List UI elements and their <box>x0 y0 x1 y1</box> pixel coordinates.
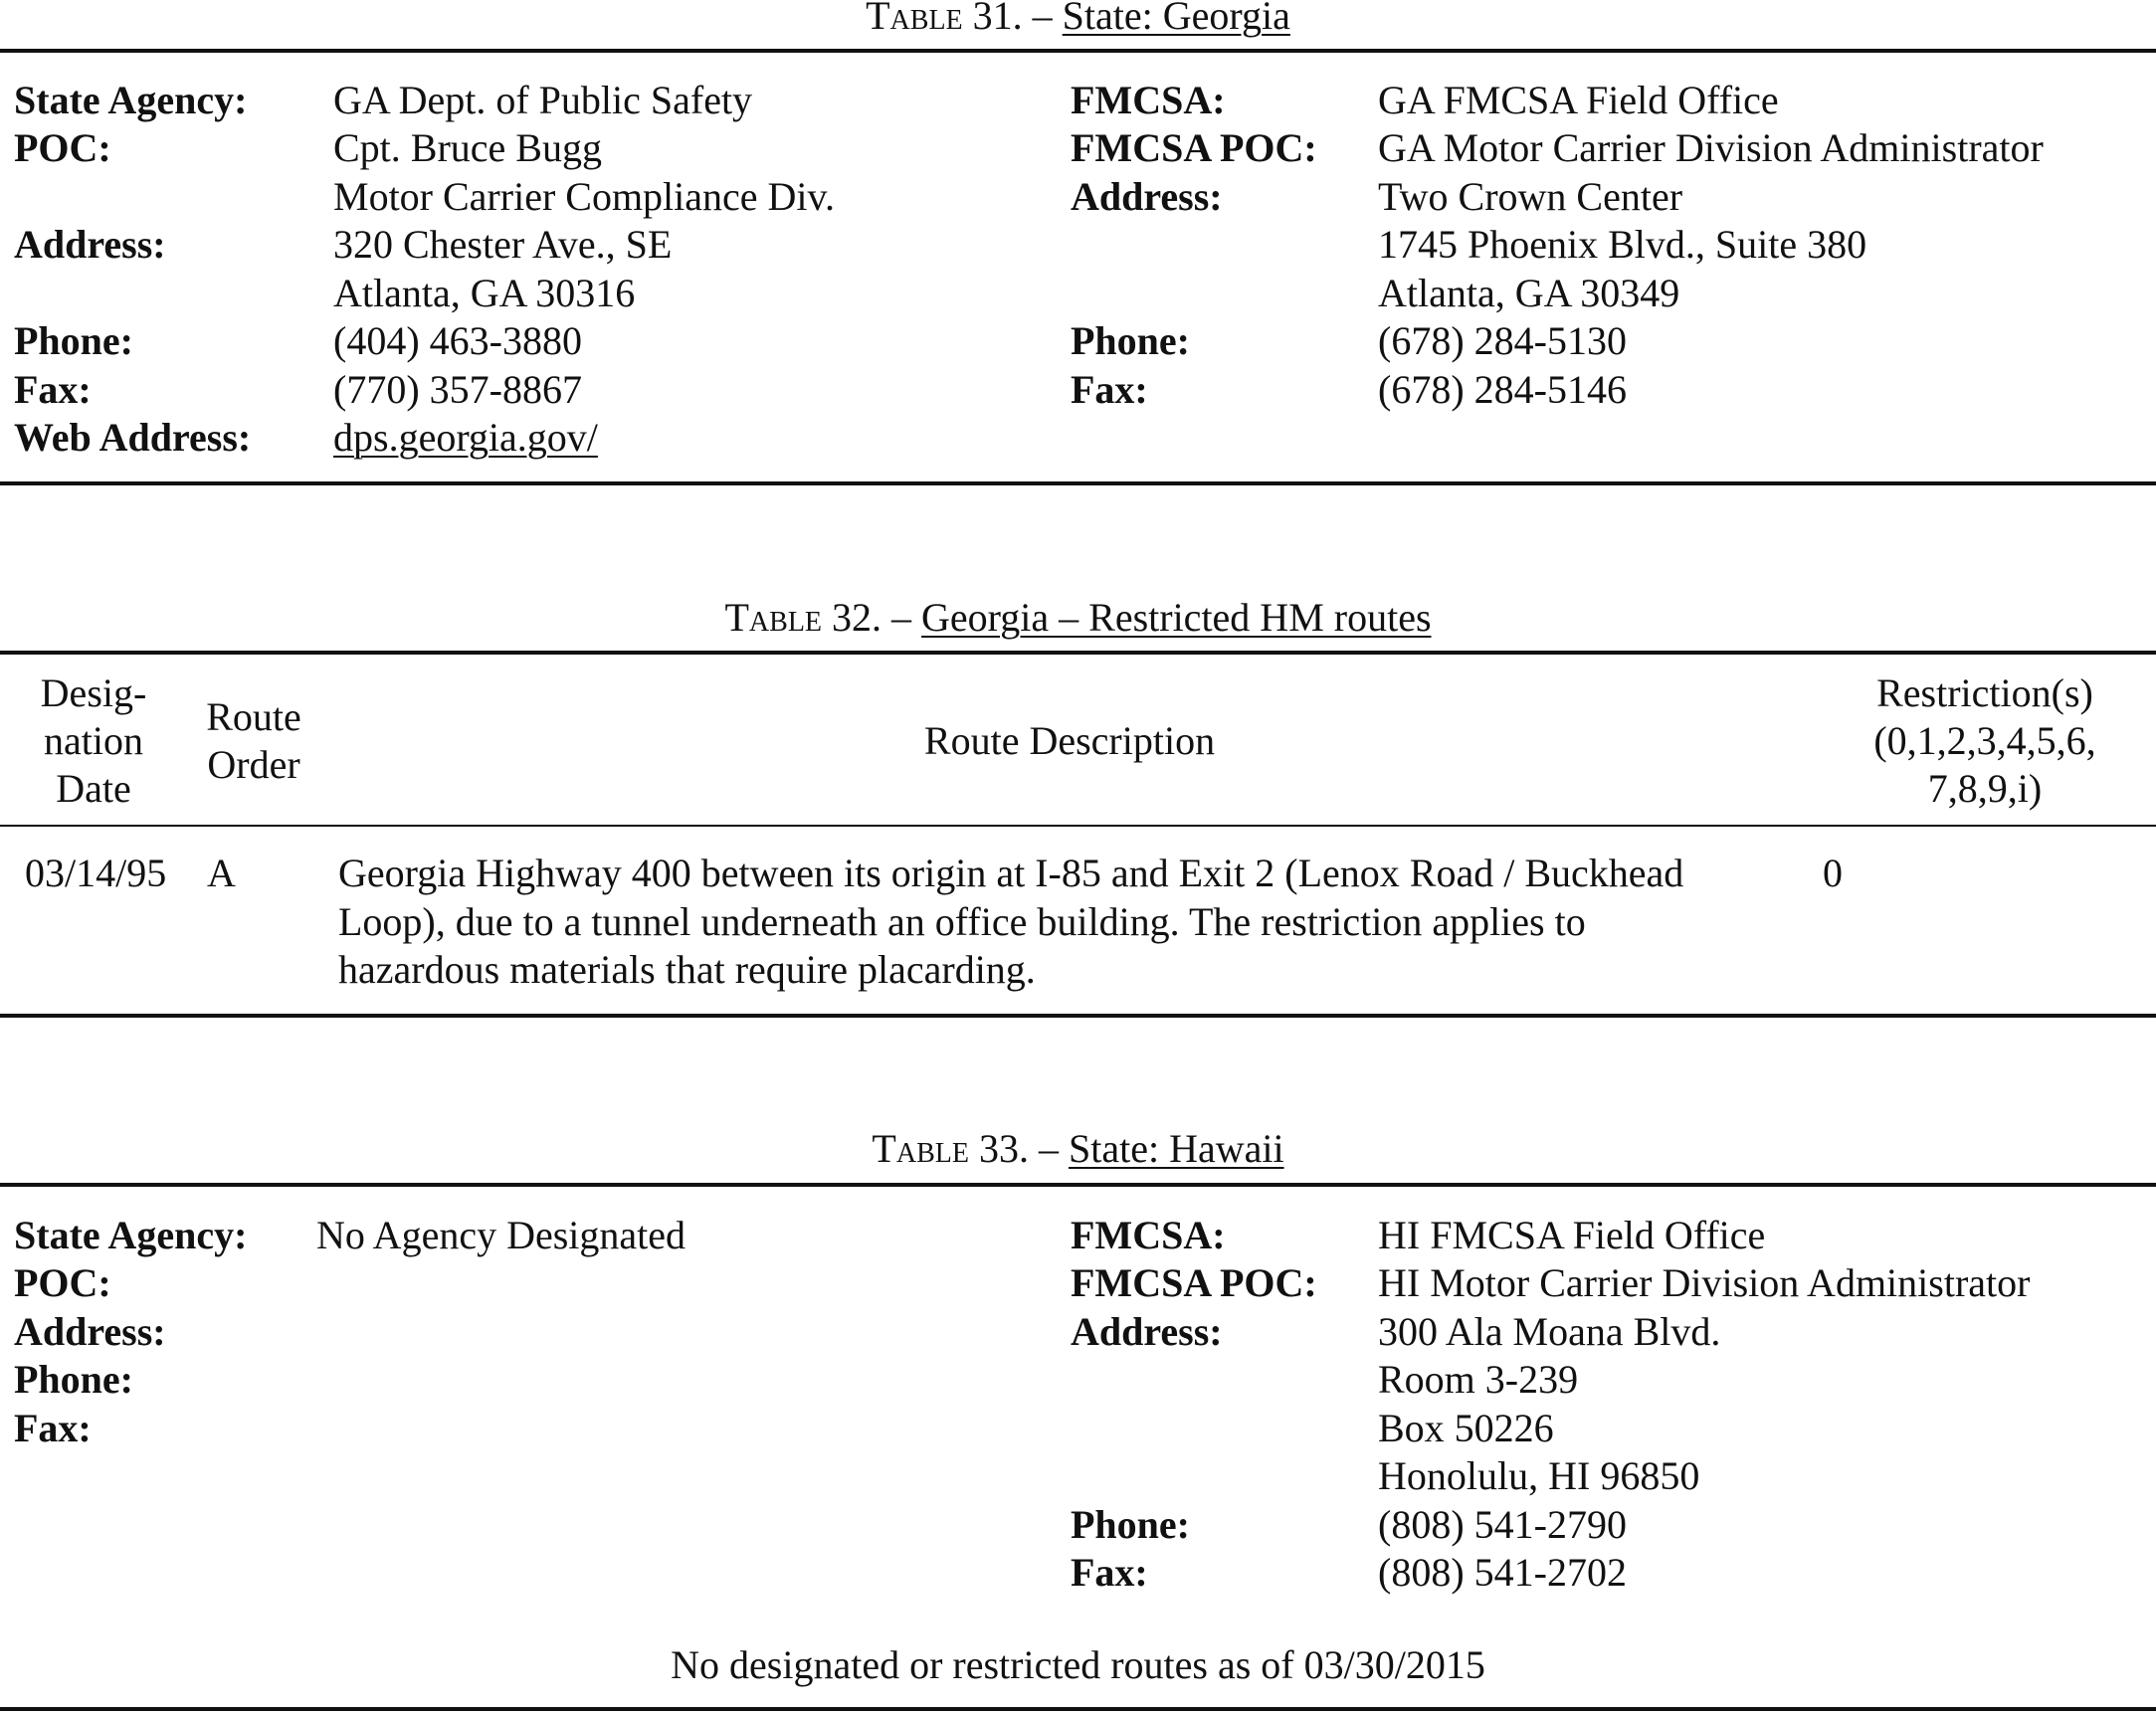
table33-phone-label: Phone: <box>14 1357 133 1402</box>
table31-fmcsa-fax: (678) 284-5146 <box>1378 367 1627 412</box>
table31-fmcsa-phone-label: Phone: <box>1071 318 1190 363</box>
table33-fmcsa-address-label: Address: <box>1071 1309 1223 1354</box>
table31-fmcsa-address-label: Address: <box>1071 174 1223 219</box>
table33-caption-prefix: Table 33. – <box>872 1126 1059 1171</box>
table31-fmcsa-fax-label: Fax: <box>1071 367 1148 412</box>
table31-caption-title: State: Georgia <box>1062 0 1290 38</box>
table31-fax: (770) 357-8867 <box>333 367 582 412</box>
table31-poc-line1: Cpt. Bruce Bugg <box>333 125 602 170</box>
table31-top-rule <box>0 49 2156 53</box>
table31-fmcsa-address-line2: 1745 Phoenix Blvd., Suite 380 <box>1378 222 1867 267</box>
route-order-header: Route Order <box>206 694 301 787</box>
table33-fmcsa-fax-label: Fax: <box>1071 1550 1148 1595</box>
table33-fmcsa-address-line1: 300 Ala Moana Blvd. <box>1378 1309 1721 1354</box>
table31-fmcsa-label: FMCSA: <box>1071 78 1226 122</box>
table33-fmcsa-poc: HI Motor Carrier Division Administrator <box>1378 1260 2031 1305</box>
table31-fmcsa-poc: GA Motor Carrier Division Administrator <box>1378 125 2044 170</box>
table33-bottom-rule <box>0 1707 2156 1711</box>
table32-caption-title: Georgia – Restricted HM routes <box>921 595 1432 640</box>
table31-web-label: Web Address: <box>14 415 252 460</box>
table33-caption-title: State: Hawaii <box>1068 1126 1284 1171</box>
table33-fax-label: Fax: <box>14 1406 92 1450</box>
table32-caption <box>0 594 2156 642</box>
table33-top-rule <box>0 1183 2156 1187</box>
table33-poc-label: POC: <box>14 1260 111 1305</box>
table32-header-rule <box>0 825 2156 827</box>
table33-state-agency: No Agency Designated <box>316 1213 686 1257</box>
table31-state-agency-label: State Agency: <box>14 78 248 122</box>
table33-state-agency-label: State Agency: <box>14 1213 248 1257</box>
table31-fmcsa: GA FMCSA Field Office <box>1378 78 1779 122</box>
table33-fmcsa-address-line3: Box 50226 <box>1378 1406 1554 1450</box>
row-restriction: 0 <box>1823 851 1843 895</box>
table33-fmcsa-fax: (808) 541-2702 <box>1378 1550 1627 1595</box>
table33-note: No designated or restricted routes as of 03/30/2015 <box>671 1642 1485 1687</box>
table31-poc-line2: Motor Carrier Compliance Div. <box>333 174 835 219</box>
table31-phone-label: Phone: <box>14 318 133 363</box>
table33-fmcsa-address-line4: Honolulu, HI 96850 <box>1378 1453 1700 1498</box>
table31-address-label: Address: <box>14 222 166 267</box>
designation-date-header: Desig- nation Date <box>40 670 147 811</box>
table31-fmcsa-address-line1: Two Crown Center <box>1378 174 1683 219</box>
restrictions-header: Restriction(s) (0,1,2,3,4,5,6, 7,8,9,i) <box>1873 670 2096 811</box>
table31-fmcsa-address-line3: Atlanta, GA 30349 <box>1378 271 1680 315</box>
table33-fmcsa-phone-label: Phone: <box>1071 1502 1190 1547</box>
table32-top-rule <box>0 651 2156 655</box>
table31-fax-label: Fax: <box>14 367 92 412</box>
table32-bottom-rule <box>0 1014 2156 1018</box>
table33-fmcsa-address-line2: Room 3-239 <box>1378 1357 1579 1402</box>
table31-address-line1: 320 Chester Ave., SE <box>333 222 673 267</box>
table31-phone: (404) 463-3880 <box>333 318 582 363</box>
table31-address-line2: Atlanta, GA 30316 <box>333 271 636 315</box>
table33-fmcsa-label: FMCSA: <box>1071 1213 1226 1257</box>
row-route-description: Georgia Highway 400 between its origin at I-85 and Exit 2 (Lenox Road / Buckhead Loop), due to a tunnel underneath an office building. The restriction applies to hazardous materials that require placarding. <box>338 851 1684 992</box>
table31-poc-label: POC: <box>14 125 111 170</box>
table33-address-label: Address: <box>14 1309 166 1354</box>
table32-caption-prefix: Table 32. – <box>724 595 912 640</box>
table31-fmcsa-poc-label: FMCSA POC: <box>1071 125 1317 170</box>
table33-fmcsa-poc-label: FMCSA POC: <box>1071 1260 1317 1305</box>
table33-fmcsa-phone: (808) 541-2790 <box>1378 1502 1627 1547</box>
row-route-order: A <box>207 851 236 895</box>
table31-fmcsa-phone: (678) 284-5130 <box>1378 318 1627 363</box>
table31-caption-prefix: Table 31. – <box>866 0 1053 38</box>
route-description-header: Route Description <box>923 718 1216 763</box>
table31-web-link[interactable]: dps.georgia.gov/ <box>333 415 598 460</box>
table31-caption <box>0 0 2156 40</box>
table33-fmcsa: HI FMCSA Field Office <box>1378 1213 1766 1257</box>
table33-caption <box>0 1125 2156 1173</box>
row-designation-date: 03/14/95 <box>25 851 167 895</box>
table31-state-agency: GA Dept. of Public Safety <box>333 78 753 122</box>
table31-bottom-rule <box>0 481 2156 485</box>
